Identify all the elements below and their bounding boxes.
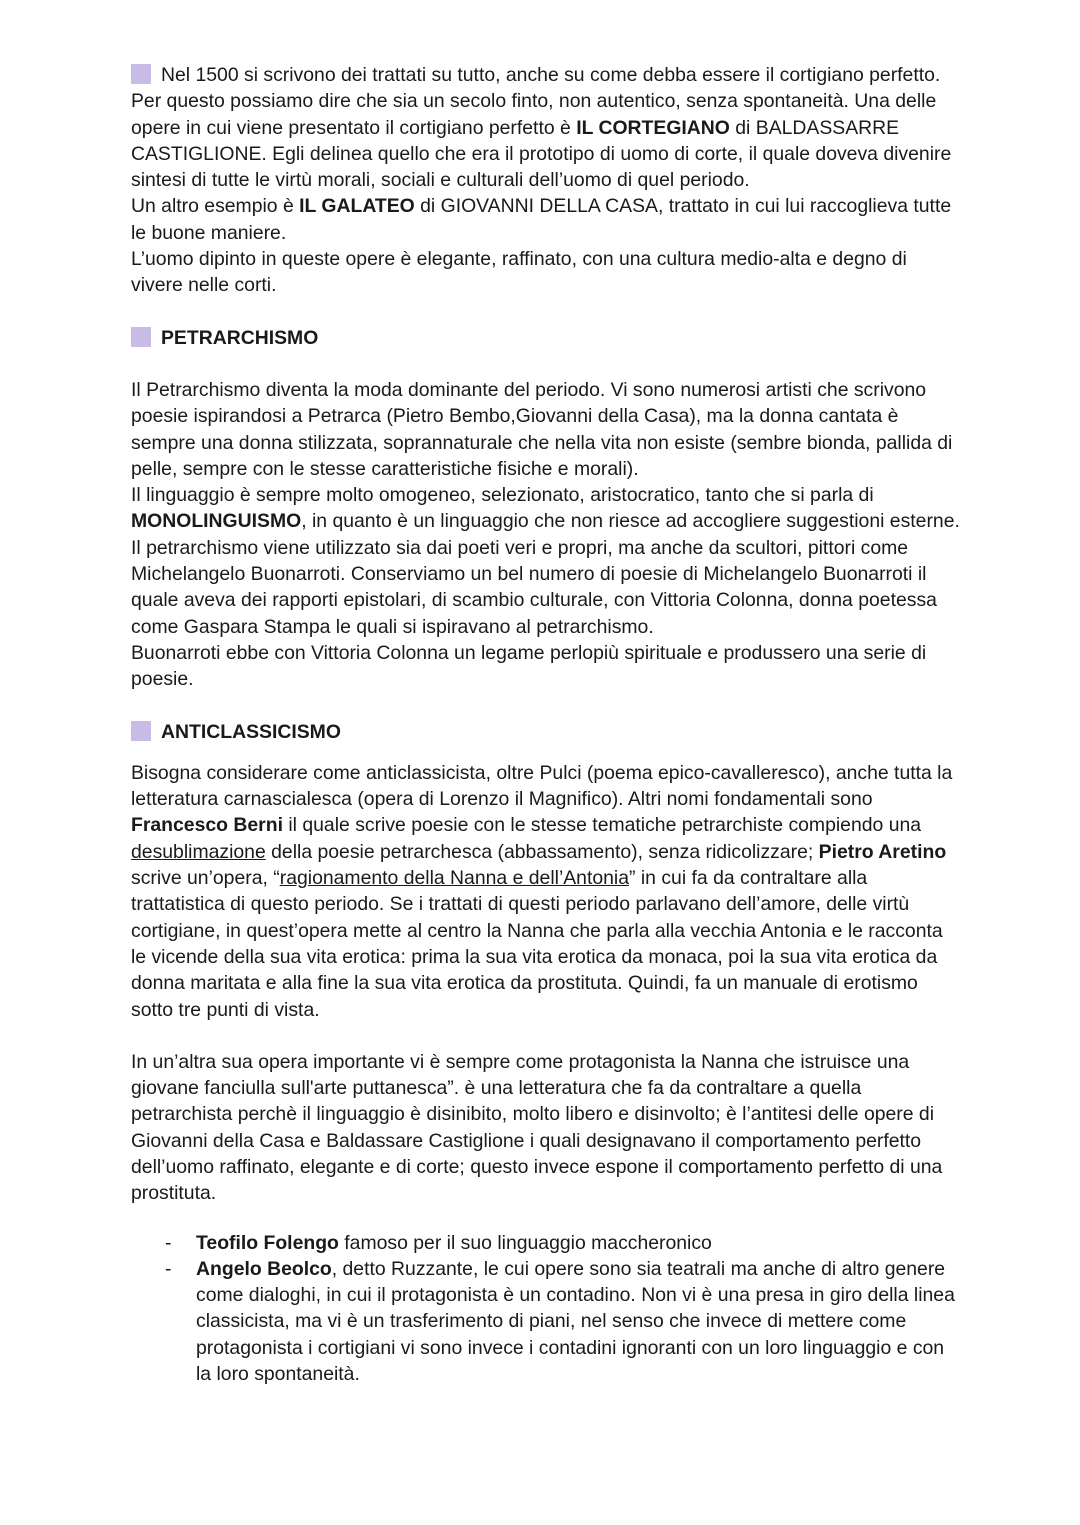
section-heading-petrarchismo: PETRARCHISMO — [131, 325, 961, 351]
bold-name: Pietro Aretino — [818, 840, 947, 863]
intro-paragraph-2: Un altro esempio è IL GALATEO di GIOVANNI DELLA CASA, trattato in cui lui raccoglieva tutte le buone maniere. — [131, 195, 952, 244]
intro-paragraph-3: L’uomo dipinto in queste opere è elegante, raffinato, con una cultura medio-alta e degno di vivere nelle corti. — [131, 248, 907, 297]
intro-paragraph-1: Nel 1500 si scrivono dei trattati su tutto, anche su come debba essere il cortigiano perfetto. Per questo possiamo dire che sia un secolo finto, non autentico, senza spontaneità. Una delle opere in cui viene presentato il cortigiano perfetto è IL CORTEGIANO di BALDASSARRE CASTIGLIONE. Egli delinea quello che era il prototipo di uomo di corte, il quale doveva divenire sintesi di tutte le virtù morali, sociali e culturali dell’uomo di quel periodo. — [131, 64, 952, 192]
underlined-term: desublimazione — [131, 840, 266, 863]
section-marker-icon — [131, 721, 151, 741]
petrarchismo-paragraph-2: Il linguaggio è sempre molto omogeneo, selezionato, aristocratico, tanto che si parla di MONOLINGUISMO, in quanto è un linguaggio che non riesce ad accogliere suggestioni esterne. — [131, 484, 960, 533]
bold-title: IL CORTEGIANO — [576, 116, 730, 139]
bold-term: MONOLINGUISMO — [131, 510, 302, 533]
petrarchismo-paragraph-1: Il Petrarchismo diventa la moda dominante del periodo. Vi sono numerosi artisti che scrivono poesie ispirandosi a Petrarca (Pietro Bembo,Giovanni della Casa), ma la donna cantata è sempre una donna stilizzata, soprannaturale che nella vita non esiste (sembre bionda, pallida di pelle, sempre con le stesse caratteristiche fisiche e morali). — [131, 378, 953, 480]
anticlassicismo-paragraph-2: In un’altra sua opera importante vi è sempre come protagonista la Nanna che istruisce una giovane fanciulla sull'arte puttanesca”. è una letteratura che fa da contraltare a quella petrarchista perchè il linguaggio è disinibito, molto libero e disinvolto; è l’antitesi delle opere di Giovanni della Casa e Baldassare Castiglione i quali designavano il comportamento perfetto dell’uomo raffinato, elegante e di corte; questo invece espone il comportamento perfetto di una prostituta. — [131, 1050, 943, 1205]
list-item: - Teofilo Folengo famoso per il suo linguaggio maccheronico — [196, 1230, 961, 1256]
section-marker-icon — [131, 64, 151, 84]
list-item: - Angelo Beolco, detto Ruzzante, le cui opere sono sia teatrali ma anche di altro genere come dialoghi, in cui il protagonista è un contadino. Non vi è una presa in giro della linea classicista, ma vi è un trasferimento di piani, nel senso che invece di mettere come protagonista i cortigiani vi sono invece i contadini ignoranti con un loro linguaggio e con la loro spontaneità. — [196, 1256, 961, 1387]
bold-title: IL GALATEO — [299, 195, 415, 218]
section-marker-icon — [131, 327, 151, 347]
petrarchismo-paragraph-3: Il petrarchismo viene utilizzato sia dai poeti veri e propri, ma anche da scultori, pittori come Michelangelo Buonarroti. Conserviamo un bel numero di poesie di Michelangelo Buonarroti il quale aveva dei rapporti epistolari, di scambio culturale, con Vittoria Colonna, donna poetessa come Gaspara Stampa le quali si ispiravano al petrarchismo. — [131, 536, 937, 638]
section-heading-anticlassicismo: ANTICLASSICISMO — [131, 719, 961, 745]
document-body — [131, 62, 961, 1387]
petrarchismo-paragraph-4: Buonarroti ebbe con Vittoria Colonna un legame perlopiù spirituale e produssero una serie di poesie. — [131, 641, 927, 691]
anticlassicismo-paragraph-1: Bisogna considerare come anticlassicista, oltre Pulci (poema epico-cavalleresco), anche tutta la letteratura carnascialesca (opera di Lorenzo il Magnifico). Altri nomi fondamentali sono Francesco Berni il quale scrive poesie con le stesse tematiche petrarchiste compiendo una desublimazione della poesie petrarchesca (abbassamento), senza ridicolizzare; Pietro Aretino scrive un’opera, “ragionamento della Nanna e dell’Antonia” in cui fa da contraltare alla trattatistica di questo periodo. Se i trattati di questi periodo parlavano dell’amore, delle virtù cortigiane, in quest’opera mette al centro la Nanna che parla alla vecchia Antonia e le racconta le vicende della sua vita erotica: prima la sua vita erotica da monaca, poi la sua vita erotica da donna maritata e alla fine la sua vita erotica da prostituta. Quindi, fa un manuale di erotismo sotto tre punti di vista. — [131, 761, 953, 1021]
bold-name: Francesco Berni — [131, 814, 283, 837]
underlined-title: ragionamento della Nanna e dell’Antonia — [279, 867, 630, 890]
authors-list — [131, 1230, 961, 1388]
